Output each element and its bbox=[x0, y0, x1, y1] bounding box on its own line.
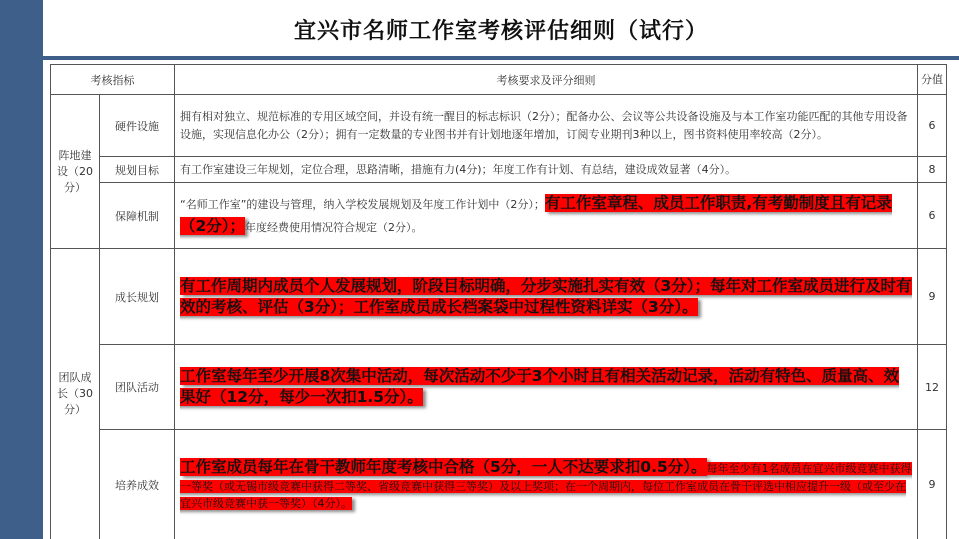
assessment-table bbox=[50, 64, 947, 539]
sub-indicator: 团队活动 bbox=[100, 345, 175, 430]
requirement-text bbox=[175, 249, 918, 345]
header-indicator: 考核指标 bbox=[51, 65, 175, 95]
requirement-text bbox=[175, 183, 918, 249]
table-row bbox=[51, 183, 947, 249]
highlighted-requirement: 有工作室章程、成员工作职责,有考勤制度且有记录（2分）； bbox=[180, 193, 892, 235]
header-score: 分值 bbox=[918, 65, 947, 95]
requirement-text: 有工作室建设三年规划，定位合理，思路清晰，措施有力(4分)；年度工作有计划、有总结，建设成效显著（4分）。 bbox=[175, 157, 918, 183]
left-accent-bar bbox=[0, 0, 43, 539]
table-row bbox=[51, 430, 947, 539]
table-row bbox=[51, 249, 947, 345]
sub-indicator: 成长规划 bbox=[100, 249, 175, 345]
score-value: 6 bbox=[918, 95, 947, 157]
table-row bbox=[51, 157, 947, 183]
highlighted-requirement: 工作室每年至少开展8次集中活动，每次活动不少于3个小时且有相关活动记录，活动有特色、质量高、效果好（12分，每少一次扣1.5分）。 bbox=[180, 367, 900, 406]
page-title: 宜兴市名师工作室考核评估细则（试行） bbox=[293, 19, 708, 44]
header-requirement: 考核要求及评分细则 bbox=[175, 65, 918, 95]
requirement-text bbox=[175, 345, 918, 430]
requirement-text-plain: 年度经费使用情况符合规定（2分）。 bbox=[245, 220, 423, 234]
sub-indicator: 保障机制 bbox=[100, 183, 175, 249]
score-value: 9 bbox=[918, 249, 947, 345]
sub-indicator: 规划目标 bbox=[100, 157, 175, 183]
table-row bbox=[51, 345, 947, 430]
score-value: 8 bbox=[918, 157, 947, 183]
highlighted-requirement-small: 每年至少有1名成员在宜兴市级竞赛中获得一等奖（或无锡市级竞赛中获得二等奖、省级竞赛中获得三等奖）及以上奖项；在一个周期内，每位工作室成员在骨干评选中相应提升一级（或至少在宜兴市级竞赛中获一等奖）（4分）。 bbox=[180, 462, 912, 510]
group-label: 阵地建设（20分） bbox=[51, 95, 100, 249]
requirement-text-plain: “名师工作室”的建设与管理，纳入学校发展规划及年度工作计划中（2分）； bbox=[180, 197, 545, 211]
highlighted-requirement: 工作室成员每年在骨干教师年度考核中合格（5分，一人不达要求扣0.5分）。 bbox=[180, 458, 707, 476]
score-value: 12 bbox=[918, 345, 947, 430]
score-value: 6 bbox=[918, 183, 947, 249]
title-divider bbox=[43, 56, 959, 60]
group-label: 团队成长（30分） bbox=[51, 249, 100, 539]
requirement-text bbox=[175, 430, 918, 539]
sub-indicator: 硬件设施 bbox=[100, 95, 175, 157]
sub-indicator: 培养成效 bbox=[100, 430, 175, 539]
table-row bbox=[51, 95, 947, 157]
highlighted-requirement: 有工作周期内成员个人发展规划，阶段目标明确，分步实施扎实有效（3分）；每年对工作室成员进行及时有效的考核、评估（3分）；工作室成员成长档案袋中过程性资料详实（3分）。 bbox=[180, 276, 912, 316]
requirement-text: 拥有相对独立、规范标准的专用区域空间，并设有统一醒目的标志标识（2分）；配备办公、会议等公共设备设施及与本工作室功能匹配的其他专用设备设施，实现信息化办公（2分）；拥有一定数量的专业图书并有计划地逐年增加，订阅专业期刊3种以上，图书资料使用率较高（2分）。 bbox=[175, 95, 918, 157]
table-header-row bbox=[51, 65, 947, 95]
score-value: 9 bbox=[918, 430, 947, 539]
